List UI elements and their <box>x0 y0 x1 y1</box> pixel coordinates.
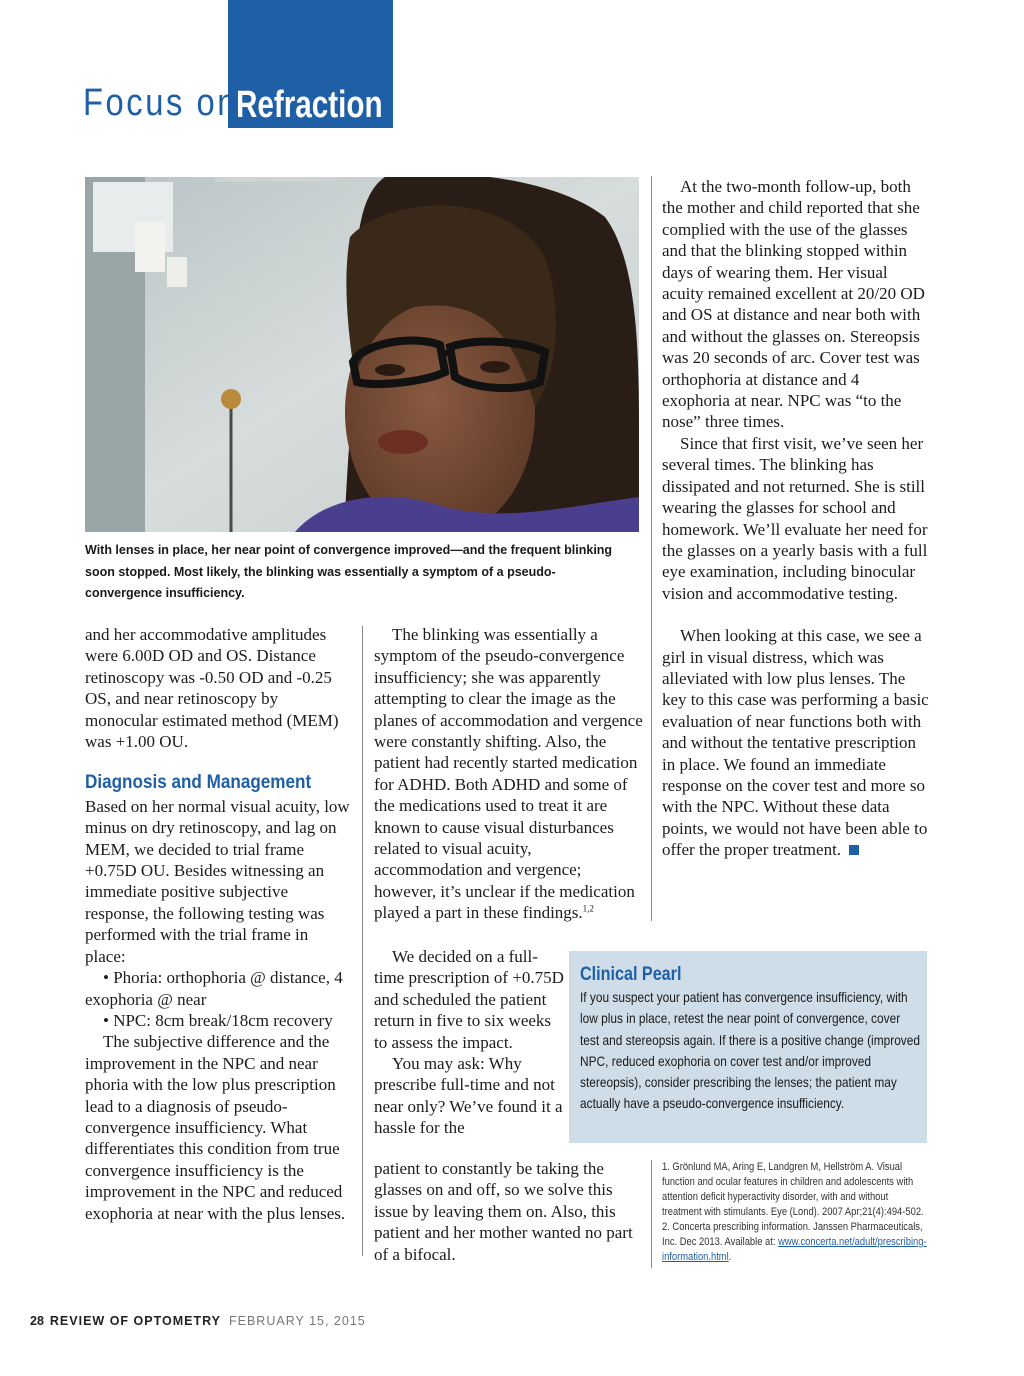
section-heading: Diagnosis and Management <box>85 772 312 794</box>
list-item: • Phoria: orthophoria @ distance, 4 exophoria @ near <box>85 968 343 1009</box>
reference-end: . <box>728 1251 732 1263</box>
article-column-2-continued <box>374 1158 644 1265</box>
column-divider <box>362 626 363 1256</box>
reference-item: 1. Grönlund MA, Aring E, Landgren M, Hellström A. Visual function and ocular features in children and adolescents with attention deficit hyperactivity disorder, with and without treatment with stimulants. Eye (Lond). 2007 Apr;21(4):494-502. <box>662 1161 924 1218</box>
article-column-3 <box>662 176 930 861</box>
column-divider <box>651 1160 652 1268</box>
article-column-1 <box>85 624 353 1224</box>
reference-text: 2. Concerta prescribing information. Janssen Pharmaceuticals, Inc. Dec 2013. Available at: <box>662 1221 923 1248</box>
paragraph: At the two-month follow-up, both the mother and child reported that she complied with the use of the glasses and that the blinking stopped within days of wearing them. Her visual acuity remained excellent at 20/20 OD and OS at distance and near both with and without the glasses on. Stereopsis was 20 seconds of arc. Cover test was orthophoria at distance and 4 exophoria at near. NPC was “to the nose” three times. <box>662 177 925 432</box>
section-title-focus: Focus on <box>83 82 239 124</box>
paragraph: You may ask: Why prescribe full-time and not near only? We’ve found it a hassle for the <box>374 1054 563 1138</box>
section-title-refraction: Refraction <box>236 84 383 126</box>
paragraph <box>374 624 644 924</box>
paragraph: The subjective difference and the improvement in the NPC and near phoria with the low plus prescription lead to a diagnosis of pseudo-convergence insufficiency. What differentiates this condition from true convergence insufficiency is the improvement in the NPC and reduced exophoria at near with the plus lenses. <box>85 1032 346 1223</box>
patient-photo <box>85 177 639 532</box>
references <box>662 1160 928 1265</box>
paragraph-text: The blinking was essentially a symptom of the pseudo-convergence insufficiency; she was apparently attempting to clear the image as the planes of accommodation and vergence were constantly shifting. Also, the patient had recently started medication for ADHD. Both ADHD and some of the medications used to treat it are known to cause visual disturbances related to visual acuity, accommodation and vergence; however, it’s unclear if the medication played a part in these findings. <box>374 625 643 923</box>
citation-superscript: 1,2 <box>582 903 594 914</box>
end-mark-square-icon <box>849 845 859 855</box>
reference-link[interactable]: www.concerta.net/adult/prescribing-information.html <box>662 1236 927 1263</box>
paragraph: We decided on a full-time prescription of +0.75D and scheduled the patient return in five to six weeks to assess the impact. <box>374 947 564 1052</box>
paragraph: patient to constantly be taking the glasses on and off, so we solve this issue by leaving them on. Also, this patient and her mother wanted no part of a bifocal. <box>374 1159 633 1264</box>
magazine-name: REVIEW OF OPTOMETRY <box>49 1314 221 1328</box>
paragraph: Since that first visit, we’ve seen her several times. The blinking has dissipated and not returned. She is still wearing the glasses for school and homework. We’ll evaluate her need for the glasses on a yearly basis with a full eye examination, including binocular vision and accommodative testing. <box>662 433 928 603</box>
reference-item <box>662 1220 928 1265</box>
article-column-2-wrap <box>374 946 564 1139</box>
paragraph <box>662 625 930 860</box>
paragraph-text: When looking at this case, we see a girl in visual distress, which was alleviated with low plus lenses. The key to this case was performing a basic evaluation of near functions both with and without the tentative prescription in place. We found an immediate response on the cover test and more so with the NPC. Without these data points, we would not have been able to offer the proper treatment. <box>662 626 929 860</box>
clinical-pearl-title: Clinical Pearl <box>580 964 682 985</box>
page-number: 28 <box>30 1314 44 1328</box>
article-column-2 <box>374 624 644 924</box>
list-item: • NPC: 8cm break/18cm recovery <box>103 1010 333 1030</box>
photo-caption: With lenses in place, her near point of convergence improved—and the frequent blinking soon stopped. Most likely, the blinking was essentially a symptom of a pseudo-convergence insufficiency. <box>85 543 613 600</box>
paragraph: and her accommodative amplitudes were 6.00D OD and OS. Distance retinoscopy was -0.50 OD and -0.25 OS, and near retinoscopy by monocular estimated method (MEM) was +1.00 OU. <box>85 625 339 752</box>
issue-date: FEBRUARY 15, 2015 <box>229 1314 366 1328</box>
paragraph: Based on her normal visual acuity, low minus on dry retinoscopy, and lag on MEM, we decided to trial frame +0.75D OU. Besides witnessing an immediate positive subjective response, the following testing was performed with the trial frame in place: <box>85 796 350 966</box>
column-divider <box>651 176 652 921</box>
clinical-pearl-text: If you suspect your patient has convergence insufficiency, with low plus in place, retest the near point of convergence, cover test and stereopsis again. If there is a positive change (improved NPC, reduced exophoria on cover test and/or improved stereopsis), consider prescribing the lenses; the patient may actually have a pseudo-convergence insufficiency. <box>580 989 920 1112</box>
page-footer <box>30 1314 366 1328</box>
